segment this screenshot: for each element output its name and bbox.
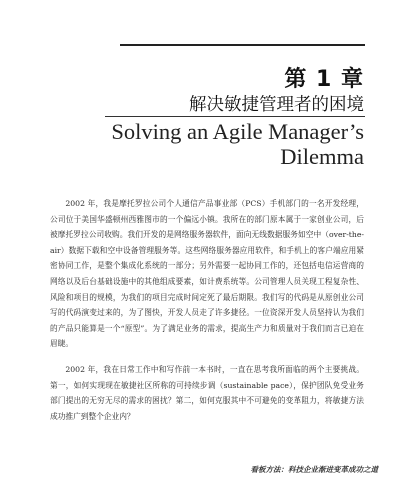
body-paragraph: 2002 年，我是摩托罗拉公司个人通信产品事业部（PCS）手机部门的一名开发经理，公司位于美国华盛顿州西雅图市的一个偏远小镇。我所在的部门原本属于一家创业公司，后被摩托罗拉公司收购。我们开发的是网络服务器软件，面向无线数据服务如空中（over-the-air）数据下载和空中设备管理服务等。这些网络服务器应用软件，和手机上的客户端应用紧密协同工作，是整个集成化系统的一部分；另外需要一起协同工作的，还包括电信运营商的网络以及后台基础设施中的其他组成要素，如计费系统等。公司管理人员关现工程复杂性、风险和项目的规模，为我们的项目完成时间定死了最后期限。我们写的代码是从原创业公司写的代码演变过来的，为了图快，开发人员走了许多捷径。一位资深开发人员坚持认为我们的产品只能算是一个“原型”。为了满足业务的需求，提高生产力和质量对于我们而言已迫在眉睫。 (50, 199, 364, 349)
chapter-number: 第 1 章 (284, 67, 364, 92)
chapter-body (50, 196, 364, 434)
chapter-title-english: Solving an Agile Manager’s Dilemma (111, 119, 364, 169)
chapter-title-divider (105, 116, 365, 117)
chapter-header-rule (120, 44, 365, 46)
chapter-title-chinese: 解决敏捷管理者的困境 (189, 95, 364, 115)
running-footer-book-title: 看板方法：科技企业渐进变革成功之道 (250, 465, 378, 474)
body-paragraph: 2002 年，我在日常工作中和写作前一本书时，一直在思考我所面临的两个主要挑战。第一，如何实现现在敏捷社区所称的可持续步调（sustainable pace），保护团队免受业务部门提出的无穷无尽的需求的困扰？第二，如何克服其中不可避免的变革阻力，将敏捷方法成功推广到整个企业内？ (50, 364, 364, 421)
